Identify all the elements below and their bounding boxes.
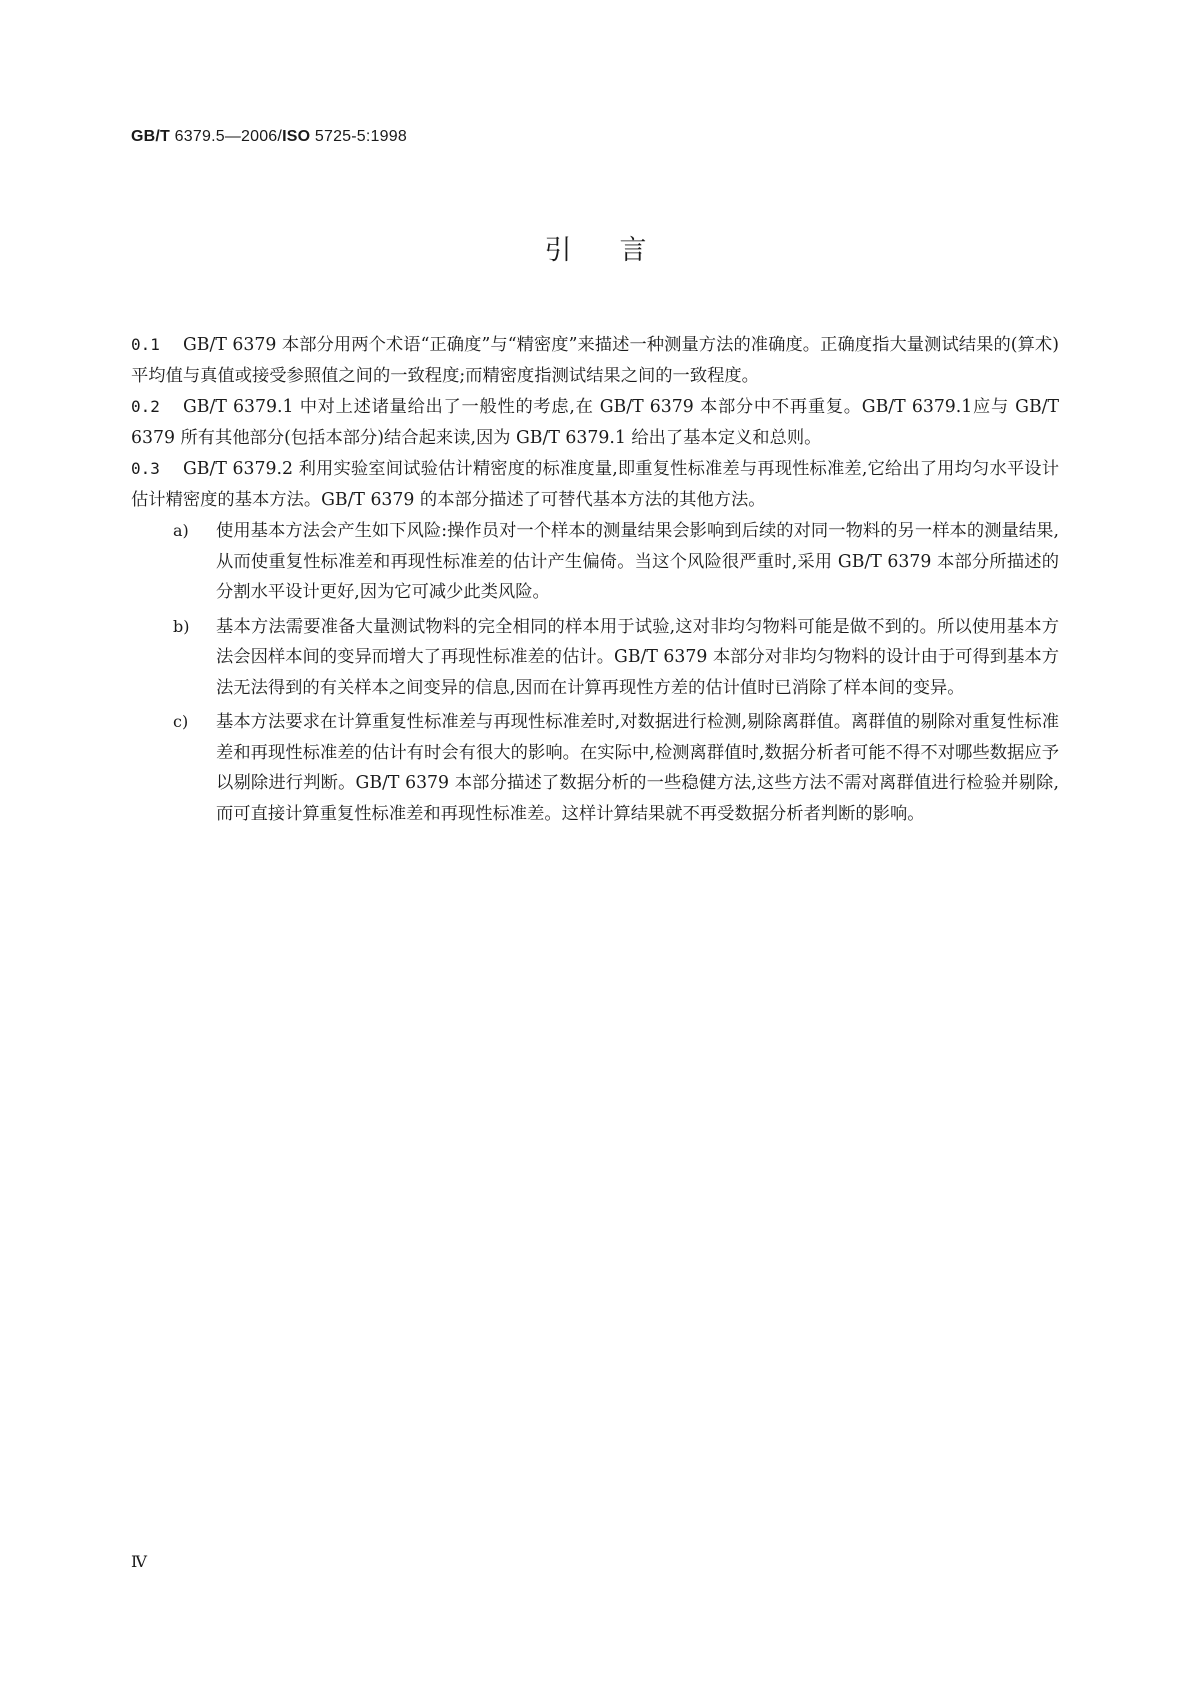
paragraph-number: 0.2: [131, 397, 160, 416]
paragraph-0-3: [131, 454, 1059, 515]
list-marker: b): [173, 616, 190, 636]
list-item-text: 基本方法要求在计算重复性标准差与再现性标准差时,对数据进行检测,剔除离群值。离群值的剔除对重复性标准差和再现性标准差的估计有时会有很大的影响。在实际中,检测离群值时,数据分析者可能不得不对哪些数据应予以剔除进行判断。GB/T 6379 本部分描述了数据分析的一些稳健方法,这些方法不需对离群值进行检验并剔除,而可直接计算重复性标准差和再现性标准差。这样计算结果就不再受数据分析者判断的影响。: [216, 712, 1059, 824]
standard-code-iso: ISO: [282, 128, 311, 145]
list-item-b: [131, 612, 1059, 704]
list-item-c: [131, 707, 1059, 829]
paragraph-text: GB/T 6379.1 中对上述诸量给出了一般性的考虑,在 GB/T 6379 本部分中不再重复。GB/T 6379.1应与 GB/T 6379 所有其他部分(包括本部分)结合起来读,因为 GB/T 6379.1 给出了基本定义和总则。: [131, 397, 1059, 448]
list-marker: c): [173, 712, 189, 731]
list-item-a: [131, 516, 1059, 608]
paragraph-text: GB/T 6379.2 利用实验室间试验估计精密度的标准度量,即重复性标准差与再现性标准差,它给出了用均匀水平设计估计精密度的基本方法。GB/T 6379 的本部分描述了可替代基本方法的其他方法。: [131, 459, 1059, 510]
page-title: 引言: [544, 235, 695, 266]
paragraph-0-2: [131, 392, 1059, 453]
standard-code-prefix: GB/T: [131, 128, 171, 145]
standard-code: [131, 128, 407, 146]
list-marker: a): [173, 521, 189, 540]
paragraph-0-1: [131, 330, 1059, 391]
list-item-text: 使用基本方法会产生如下风险:操作员对一个样本的测量结果会影响到后续的对同一物料的另一样本的测量结果,从而使重复性标准差和再现性标准差的估计产生偏倚。当这个风险很严重时,采用 GB/T 6379 本部分所描述的分割水平设计更好,因为它可减少此类风险。: [216, 521, 1059, 602]
standard-code-suffix: 5725-5:1998: [310, 128, 407, 145]
paragraph-number: 0.3: [131, 459, 160, 478]
document-body: [131, 330, 1059, 833]
page-number: Ⅳ: [131, 1552, 147, 1571]
list-item-text: 基本方法需要准备大量测试物料的完全相同的样本用于试验,这对非均匀物料可能是做不到的。所以使用基本方法会因样本间的变异而增大了再现性标准差的估计。GB/T 6379 本部分对非均匀物料的设计由于可得到基本方法无法得到的有关样本之间变异的信息,因而在计算再现性方差的估计值时已消除了样本间的变异。: [216, 616, 1059, 698]
standard-code-middle: 6379.5—2006/: [170, 128, 283, 145]
paragraph-text: GB/T 6379 本部分用两个术语“正确度”与“精密度”来描述一种测量方法的准确度。正确度指大量测试结果的(算术)平均值与真值或接受参照值之间的一致程度;而精密度指测试结果之间的一致程度。: [131, 335, 1059, 386]
paragraph-number: 0.1: [131, 335, 160, 354]
